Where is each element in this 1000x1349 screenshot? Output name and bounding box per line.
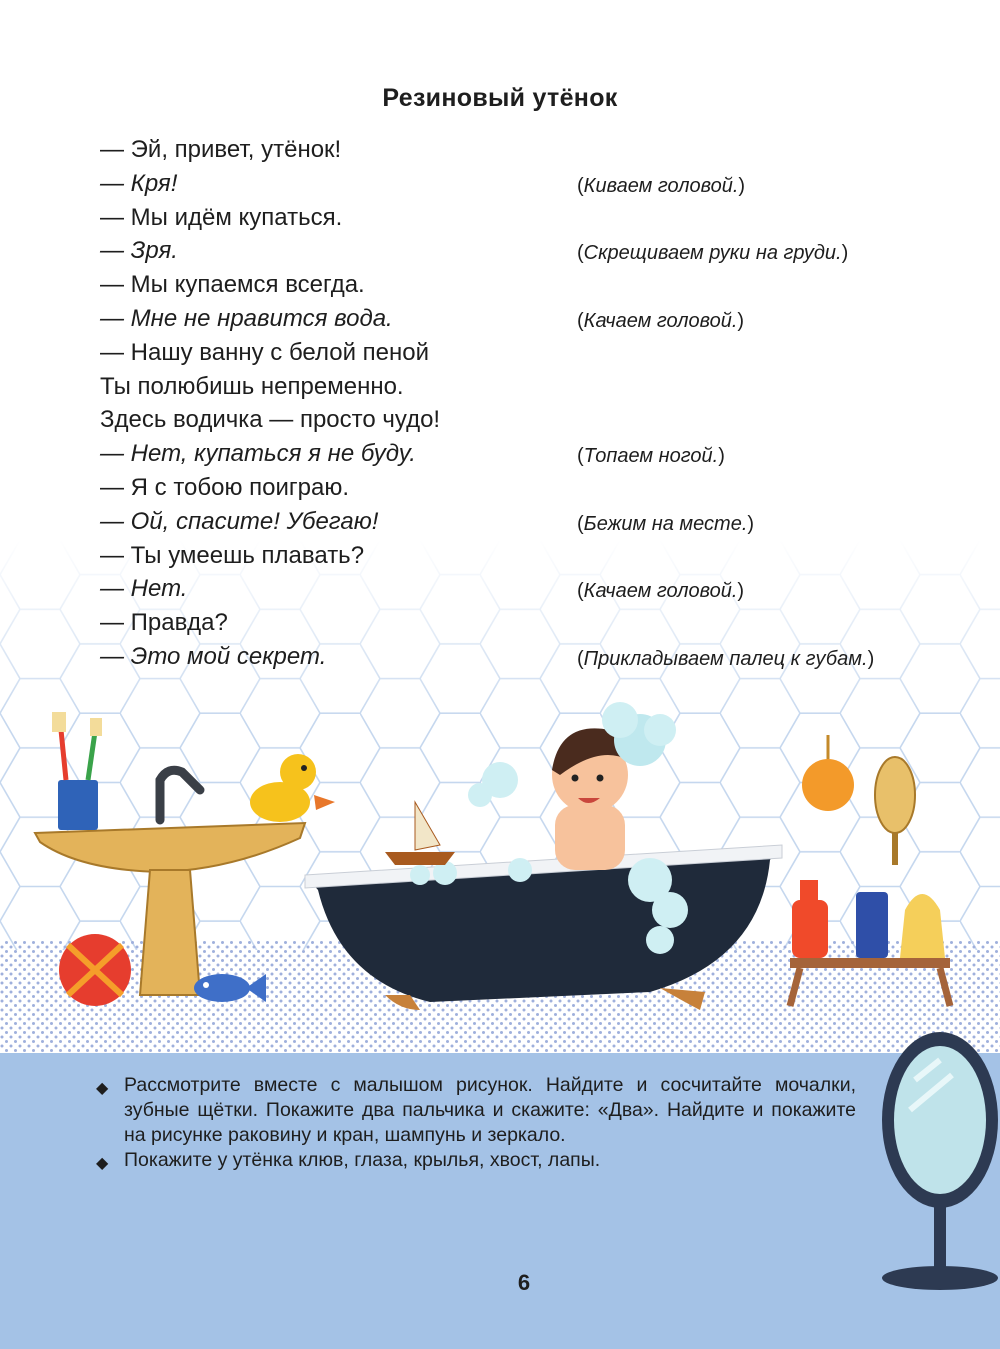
- instructions-list: [96, 1073, 856, 1173]
- stage-direction: (Киваем головой.): [577, 174, 746, 197]
- poem-line: [100, 539, 960, 573]
- instruction-text: Рассмотрите вместе с малышом рисунок. Найдите и сосчитайте мочалки, зубные щётки. Покажите два пальчика и скажите: «Два». Найдите и покажите на рисунке раковину и кран, шампунь и зеркало.: [124, 1074, 856, 1146]
- poem-line-text: — Я с тобою поиграю.: [100, 473, 350, 501]
- poem-line: [100, 234, 960, 268]
- poem-line: [100, 201, 960, 235]
- poem-line: [100, 167, 960, 201]
- poem-line: [100, 640, 960, 674]
- poem-line: [100, 606, 960, 640]
- poem-line: [100, 370, 960, 404]
- poem-line: [100, 403, 960, 437]
- poem-line-text: Ты полюбишь непременно.: [100, 372, 404, 400]
- stage-direction: (Бежим на месте.): [577, 512, 755, 535]
- diamond-bullet-icon: ◆: [96, 1155, 109, 1172]
- poem-line-text: — Мы идём купаться.: [100, 203, 343, 231]
- diamond-bullet-icon: ◆: [96, 1080, 109, 1097]
- poem-line-text: — Это мой секрет.: [100, 642, 327, 670]
- poem: [100, 133, 960, 674]
- poem-line-text: — Нашу ванну с белой пеной: [100, 338, 430, 366]
- poem-line-text: — Эй, привет, утёнок!: [100, 136, 342, 163]
- poem-line-text: — Ты умеешь плавать?: [100, 541, 365, 569]
- instruction-text: Покажите у утёнка клюв, глаза, крылья, хвост, лапы.: [124, 1149, 601, 1171]
- poem-line: [100, 133, 960, 167]
- poem-line: [100, 302, 960, 336]
- page-number: 6: [517, 1270, 531, 1295]
- poem-line-text: — Зря.: [100, 237, 178, 265]
- poem-line-text: — Мне не нравится вода.: [100, 304, 393, 332]
- poem-line-text: — Кря!: [100, 169, 178, 197]
- stage-direction: (Качаем головой.): [577, 580, 745, 603]
- poem-line: [100, 505, 960, 539]
- poem-line: [100, 336, 960, 370]
- ball: [59, 934, 131, 1006]
- poem-line: [100, 437, 960, 471]
- mirror: [870, 1020, 1000, 1320]
- instruction-item: [96, 1073, 856, 1148]
- poem-line-text: — Правда?: [100, 609, 228, 637]
- poem-line-text: — Нет, купаться я не буду.: [100, 440, 416, 468]
- poem-line-text: — Мы купаемся всегда.: [100, 271, 365, 299]
- poem-line: [100, 268, 960, 302]
- poem-line-text: — Ой, спасите! Убегаю!: [100, 507, 379, 535]
- stage-direction: (Качаем головой.): [577, 309, 745, 332]
- stage-direction: (Прикладываем палец к губам.): [577, 647, 875, 670]
- instruction-item: [96, 1148, 856, 1173]
- poem-line-text: Здесь водичка — просто чудо!: [100, 406, 441, 434]
- stage-direction: (Скрещиваем руки на груди.): [577, 242, 849, 265]
- page-title: Резиновый утёнок: [382, 84, 618, 112]
- deodorant-bottle: [856, 892, 888, 958]
- poem-line: [100, 471, 960, 505]
- poem-line-text: — Нет.: [100, 575, 188, 603]
- poem-line: [100, 572, 960, 606]
- stage-direction: (Топаем ногой.): [577, 445, 725, 468]
